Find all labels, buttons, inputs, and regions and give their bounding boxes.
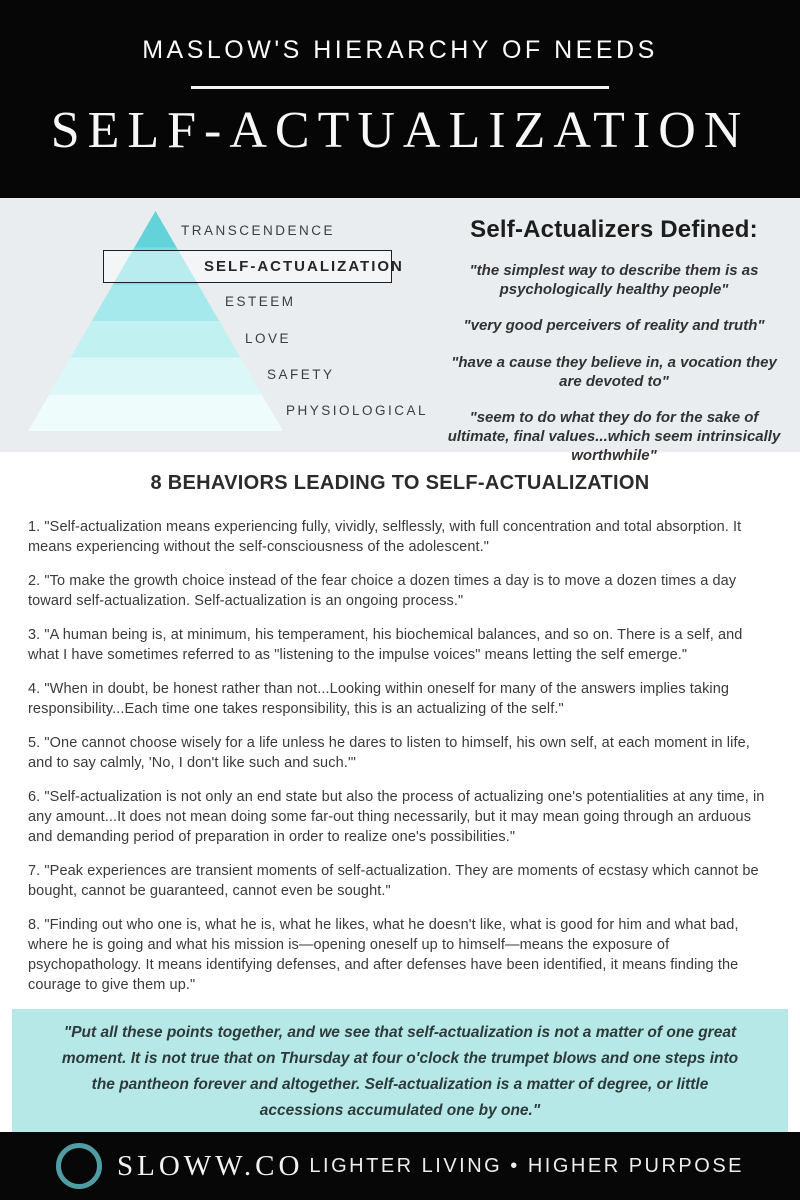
defined-quote: "very good perceivers of reality and truth": [463, 317, 765, 335]
pyramid-level-transcendence: TRANSCENDENCE: [181, 223, 336, 238]
defined-heading: Self-Actualizers Defined:: [470, 216, 758, 243]
behavior-item-1: 1. "Self-actualization means experiencing fully, vividly, selflessly, with full concentration and total absorption. It means experiencing without the self-consciousness of the adolescent.": [28, 519, 742, 555]
footer-tagline: LIGHTER LIVING • HIGHER PURPOSE: [309, 1154, 744, 1177]
pyramid-level-love: LOVE: [245, 331, 292, 346]
behavior-item-6: 6. "Self-actualization is not only an end state but also the process of actualizing one's potentialities at any time, in any amount...It does not mean doing some far-out thing necessarily, but it may mean going through an arduous and demanding period of preparation in order to realize one's possibilities.": [28, 789, 765, 845]
header-kicker: MASLOW'S HIERARCHY OF NEEDS: [142, 36, 658, 64]
pyramid-level-self-actualization: SELF-ACTUALIZATION: [204, 258, 404, 275]
behavior-item-3: 3. "A human being is, at minimum, his temperament, his biochemical balances, and so on. There is a self, and what I have sometimes referred to as "listening to the impulse voices" means letting the self emerge.": [28, 627, 743, 663]
pyramid-level-self-actualization-box: [103, 250, 404, 283]
behavior-item-7: 7. "Peak experiences are transient moments of self-actualization. They are moments of ecstasy which cannot be bought, cannot be guaranteed, cannot even be sought.": [28, 863, 759, 899]
footer: [0, 1132, 800, 1200]
header-divider: [191, 86, 609, 89]
behavior-item-2: 2. "To make the growth choice instead of the fear choice a dozen times a day is to move a dozen times a day toward self-actualization. Self-actualization is an ongoing process.": [28, 573, 737, 609]
behaviors-heading: 8 BEHAVIORS LEADING TO SELF-ACTUALIZATION: [150, 472, 650, 494]
page-title: SELF-ACTUALIZATION: [50, 102, 750, 159]
summary-quote-box: "Put all these points together, and we see that self-actualization is not a matter of one great moment. It is not true that on Thursday at four o'clock the trumpet blows and one steps into the pantheon forever and altogether. Self-actualization is a matter of degree, or little accessions accumulated one by one.": [12, 1009, 788, 1135]
pyramid-level-safety: SAFETY: [267, 367, 335, 382]
pyramid-section: [0, 198, 800, 465]
pyramid-level-esteem: ESTEEM: [225, 294, 296, 309]
defined-quote: "seem to do what they do for the sake of ultimate, final values...which seem intrinsically worthwhile": [447, 408, 781, 465]
pyramid-level-physiological: PHYSIOLOGICAL: [286, 403, 429, 418]
brand-name: SLOWW.CO: [117, 1149, 304, 1182]
behavior-item-4: 4. "When in doubt, be honest rather than not...Looking within oneself for many of the answers implies taking responsibility...Each time one takes responsibility, this is an actualizing of the self.": [28, 681, 730, 717]
sloww-ring-logo-icon: [56, 1143, 102, 1189]
behavior-item-8: 8. "Finding out who one is, what he is, what he likes, what he doesn't like, what is good for him and what bad, where he is going and what his mission is—opening oneself up to himself—means the exposure of psychopathology. It means identifying defenses, and after defenses have been identified, it means finding the courage to give them up.": [28, 917, 739, 993]
defined-quote: "have a cause they believe in, a vocation they are devoted to": [451, 353, 777, 390]
defined-quote: "the simplest way to describe them is as psychologically healthy people": [469, 262, 759, 299]
self-actualizers-defined: [443, 216, 785, 466]
header: [0, 0, 800, 198]
behavior-item-5: 5. "One cannot choose wisely for a life unless he dares to listen to himself, his own self, at each moment in life, and to say calmly, 'No, I don't like such and such.'": [28, 735, 750, 771]
behaviors-section: [0, 452, 800, 995]
pyramid-graphic: [28, 211, 283, 431]
